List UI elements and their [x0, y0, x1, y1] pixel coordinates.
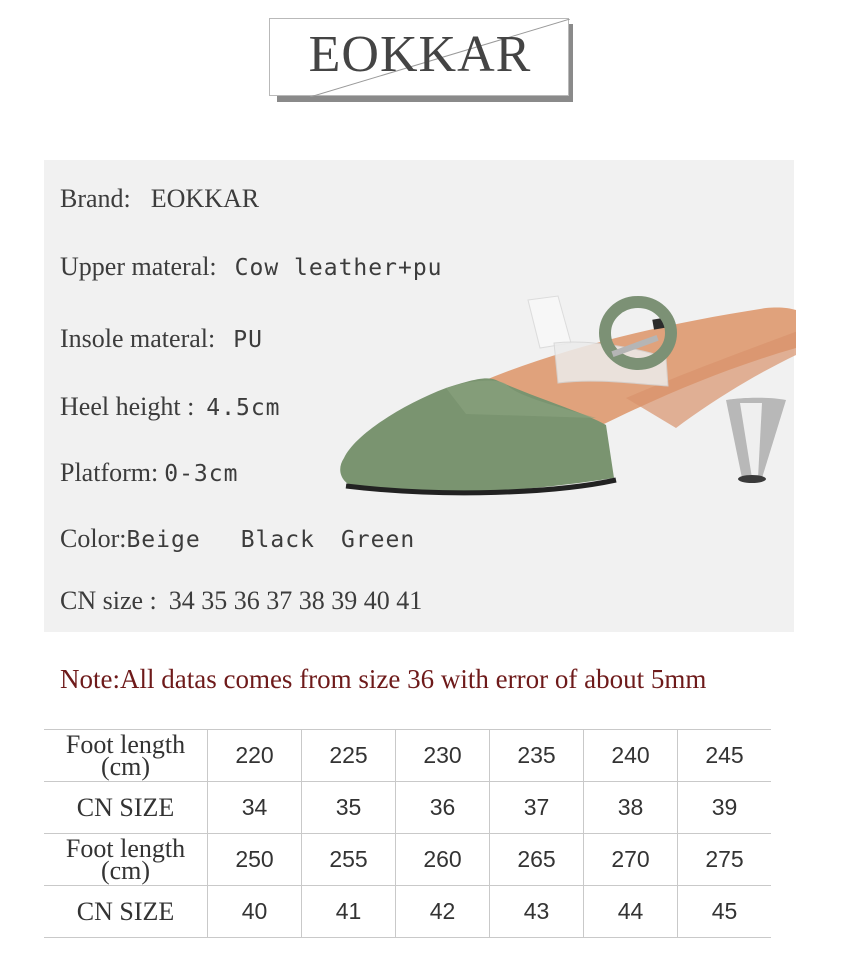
row-label: Foot length (cm) — [44, 834, 208, 886]
table-cell: 44 — [584, 886, 678, 938]
spec-upper-label: Upper materal: — [60, 252, 217, 281]
table-cell: 225 — [302, 730, 396, 782]
spec-color-label: Color: — [60, 524, 127, 553]
spec-color-beige: Beige — [126, 527, 201, 553]
size-note: Note:All datas comes from size 36 with error of about 5mm — [60, 664, 707, 694]
table-cell: 39 — [678, 782, 772, 834]
table-cell: 35 — [302, 782, 396, 834]
table-row — [44, 886, 771, 938]
spec-heel-label: Heel height : — [60, 392, 195, 421]
spec-color-black: Black — [240, 527, 315, 553]
table-cell: 235 — [490, 730, 584, 782]
table-row — [44, 834, 771, 886]
size-chart-table — [44, 729, 771, 938]
spec-platform — [60, 458, 238, 488]
spec-panel — [44, 160, 794, 632]
table-cell: 45 — [678, 886, 772, 938]
logo-text: EOKKAR — [308, 26, 532, 83]
table-cell: 240 — [584, 730, 678, 782]
table-cell: 37 — [490, 782, 584, 834]
spec-color — [60, 524, 415, 554]
table-cell: 42 — [396, 886, 490, 938]
table-cell: 250 — [208, 834, 302, 886]
spec-platform-value: 0-3cm — [164, 461, 239, 487]
table-row — [44, 782, 771, 834]
spec-heel-value: 4.5cm — [206, 395, 281, 421]
row-label: CN SIZE — [44, 782, 208, 834]
table-cell: 36 — [396, 782, 490, 834]
table-cell: 245 — [678, 730, 772, 782]
spec-brand-value: EOKKAR — [150, 184, 260, 213]
row-label: CN SIZE — [44, 886, 208, 938]
table-cell: 275 — [678, 834, 772, 886]
spec-upper — [60, 252, 443, 282]
table-cell: 260 — [396, 834, 490, 886]
spec-platform-label: Platform: — [60, 458, 159, 487]
spec-cn-size — [60, 586, 422, 616]
table-cell: 40 — [208, 886, 302, 938]
spec-upper-value: Cow leather+pu — [234, 255, 443, 281]
table-cell: 38 — [584, 782, 678, 834]
spec-color-green: Green — [340, 527, 416, 553]
table-cell: 230 — [396, 730, 490, 782]
table-row — [44, 730, 771, 782]
spec-cn-size-label: CN size : — [60, 586, 157, 615]
spec-brand-label: Brand: — [60, 184, 131, 213]
spec-insole — [60, 324, 263, 354]
table-cell: 255 — [302, 834, 396, 886]
table-cell: 270 — [584, 834, 678, 886]
shoe-image — [296, 288, 796, 498]
spec-cn-size-value: 34 35 36 37 38 39 40 41 — [168, 586, 423, 615]
table-cell: 34 — [208, 782, 302, 834]
brand-logo — [269, 18, 569, 96]
table-cell: 43 — [490, 886, 584, 938]
table-cell: 265 — [490, 834, 584, 886]
spec-insole-value: PU — [233, 327, 263, 353]
spec-brand — [60, 184, 259, 214]
spec-insole-label: Insole materal: — [60, 324, 216, 353]
spec-heel — [60, 392, 281, 422]
table-cell: 220 — [208, 730, 302, 782]
row-label: Foot length (cm) — [44, 730, 208, 782]
table-cell: 41 — [302, 886, 396, 938]
